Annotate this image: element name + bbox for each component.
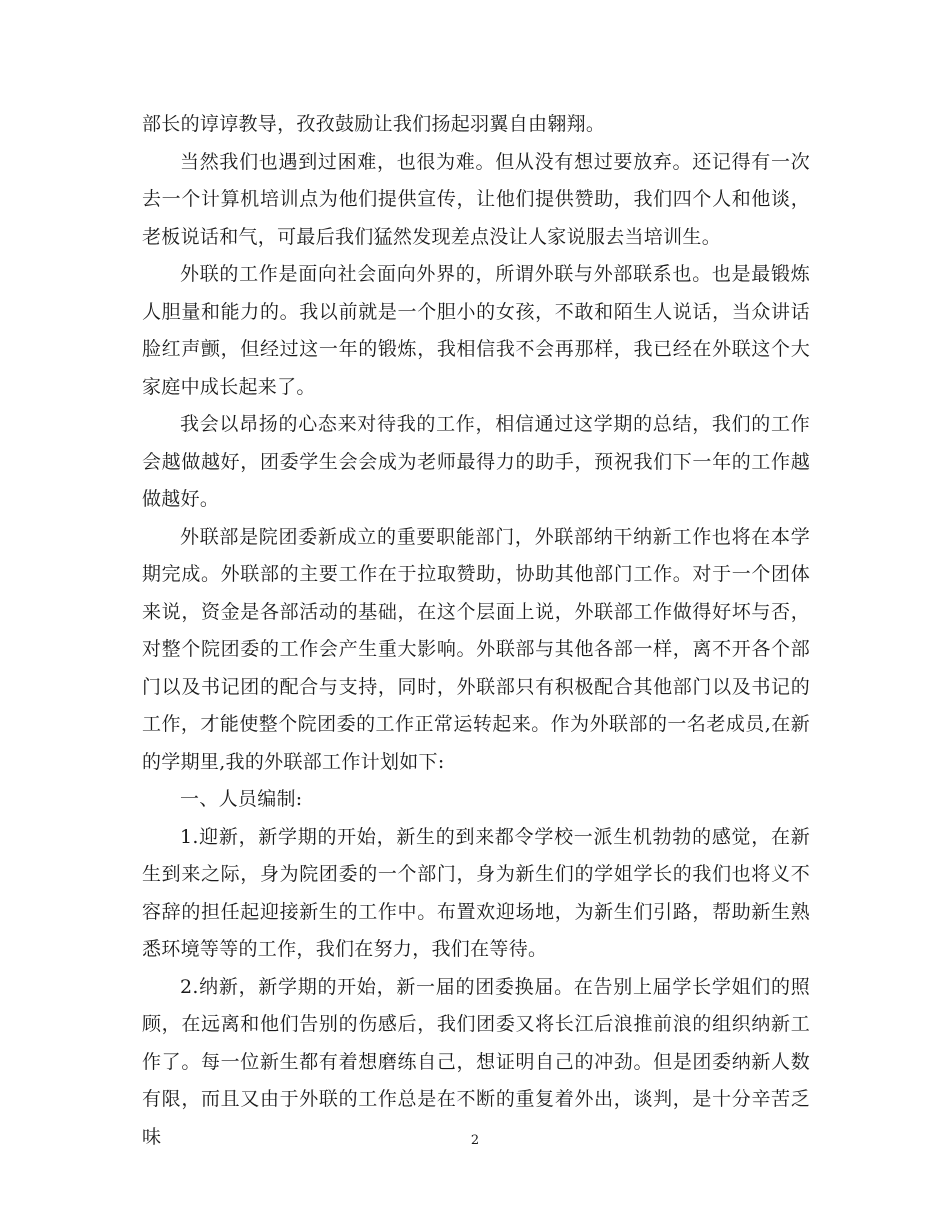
section-heading-staffing: 一、人员编制: [180, 788, 303, 810]
paragraph-item-2: 2.纳新，新学期的开始，新一届的团委换届。在告别上届学长学姐们的照顾，在远离和他们告别的伤感后，我们团委又将长江后浪推前浪的组织纳新工作了。每一位新生都有着想磨练自己，想证明自己的冲劲。但是团委纳新人数有限，而且又由于外联的工作总是在不断的重复着外出，谈判，是十分辛苦乏味 [142, 975, 810, 1148]
paragraph-5: 外联部是院团委新成立的重要职能部门，外联部纳干纳新工作也将在本学期完成。外联部的主要工作在于拉取赞助，协助其他部门工作。对于一个团体来说，资金是各部活动的基础，在这个层面上说，外联部工作做得好坏与否，对整个院团委的工作会产生重大影响。外联部与其他各部一样，离不开各个部门以及书记团的配合与支持，同时，外联部只有积极配合其他部门以及书记的工作，才能使整个院团委的工作正常运转起来。作为外联部的一名老成员,在新的学期里,我的外联部工作计划如下: [142, 525, 810, 773]
paragraph-1: 部长的谆谆教导，孜孜鼓励让我们扬起羽翼自由翱翔。 [142, 113, 606, 135]
paragraph-2: 当然我们也遇到过困难，也很为难。但从没有想过要放弃。还记得有一次去一个计算机培训点为他们提供宣传，让他们提供赞助，我们四个人和他谈，老板说话和气，可最后我们猛然发现差点没让人家说服去当培训生。 [142, 150, 810, 248]
page-number: 2 [470, 1133, 480, 1148]
paragraph-item-1: 1.迎新，新学期的开始，新生的到来都令学校一派生机勃勃的感觉，在新生到来之际，身为院团委的一个部门，身为新生们的学姐学长的我们也将义不容辞的担任起迎接新生的工作中。布置欢迎场地，为新生们引路，帮助新生熟悉环境等等的工作，我们在努力，我们在等待。 [142, 825, 810, 960]
paragraph-3: 外联的工作是面向社会面向外界的，所谓外联与外部联系也。也是最锻炼人胆量和能力的。我以前就是一个胆小的女孩，不敢和陌生人说话，当众讲话脸红声颤，但经过这一年的锻炼，我相信我不会再那样，我已经在外联这个大家庭中成长起来了。 [142, 263, 810, 398]
paragraph-4: 我会以昂扬的心态来对待我的工作，相信通过这学期的总结，我们的工作会越做越好，团委学生会会成为老师最得力的助手，预祝我们下一年的工作越做越好。 [142, 413, 810, 510]
document-body [142, 106, 810, 1156]
